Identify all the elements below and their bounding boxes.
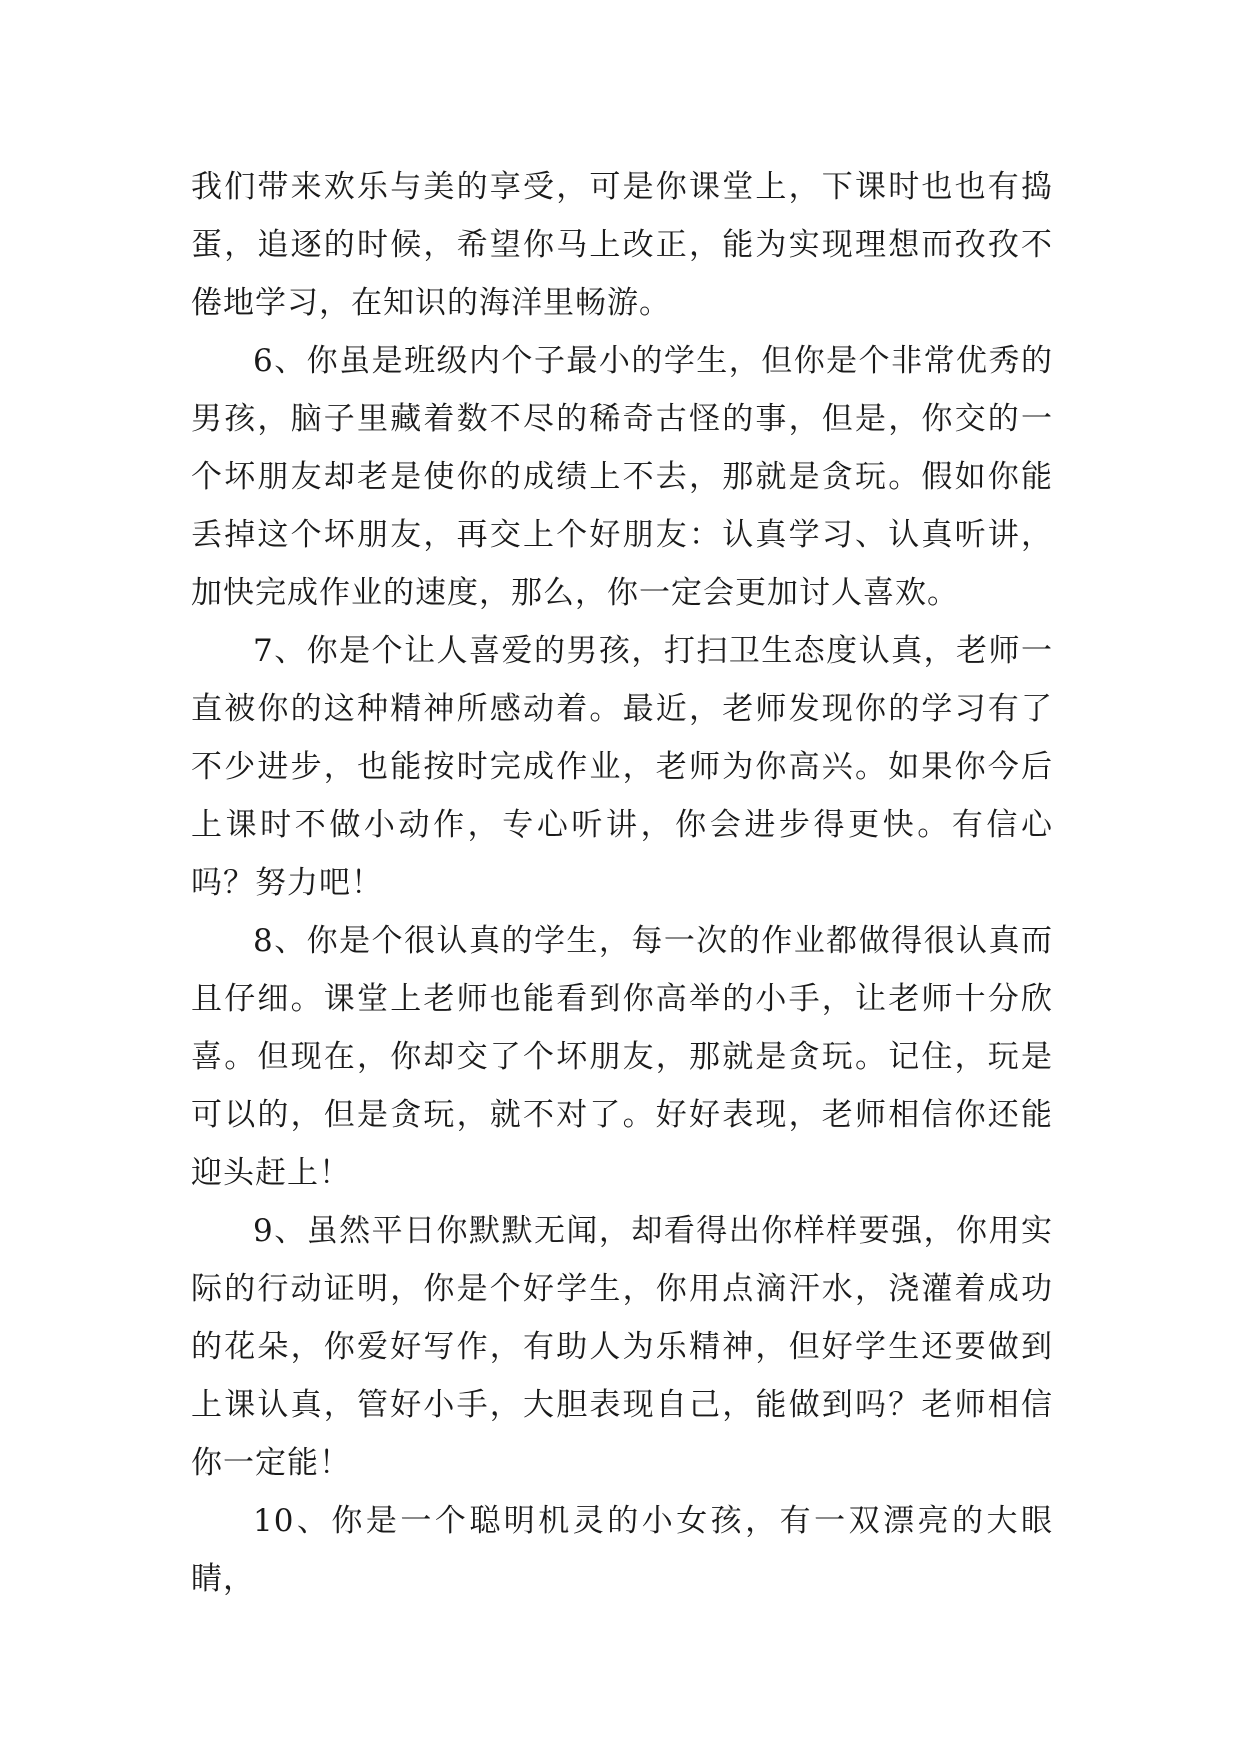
paragraph-continuation: 我们带来欢乐与美的享受，可是你课堂上，下课时也也有捣蛋，追逐的时候，希望你马上改正，能为实现理想而孜孜不倦地学习，在知识的海洋里畅游。 xyxy=(191,169,1053,321)
paragraph-comment-9: 9、虽然平日你默默无闻，却看得出你样样要强，你用实际的行动证明，你是个好学生，你用点滴汗水，浇灌着成功的花朵，你爱好写作，有助人为乐精神，但好学生还要做到上课认真，管好小手，大胆表现自己，能做到吗？老师相信你一定能！ xyxy=(191,1213,1053,1481)
paragraph-comment-7: 7、你是个让人喜爱的男孩，打扫卫生态度认真，老师一直被你的这种精神所感动着。最近，老师发现你的学习有了不少进步，也能按时完成作业，老师为你高兴。如果你今后上课时不做小动作，专心听讲，你会进步得更快。有信心吗？努力吧！ xyxy=(191,633,1053,901)
paragraph-comment-6: 6、你虽是班级内个子最小的学生，但你是个非常优秀的男孩，脑子里藏着数不尽的稀奇古怪的事，但是，你交的一个坏朋友却老是使你的成绩上不去，那就是贪玩。假如你能丢掉这个坏朋友，再交上个好朋友：认真学习、认真听讲，加快完成作业的速度，那么，你一定会更加讨人喜欢。 xyxy=(191,343,1053,611)
paragraph-comment-8: 8、你是个很认真的学生，每一次的作业都做得很认真而且仔细。课堂上老师也能看到你高举的小手，让老师十分欣喜。但现在，你却交了个坏朋友，那就是贪玩。记住，玩是可以的，但是贪玩，就不对了。好好表现，老师相信你还能迎头赶上！ xyxy=(191,923,1053,1191)
document-body xyxy=(191,158,1053,1608)
paragraph-comment-10: 10、你是一个聪明机灵的小女孩，有一双漂亮的大眼睛， xyxy=(191,1503,1053,1597)
